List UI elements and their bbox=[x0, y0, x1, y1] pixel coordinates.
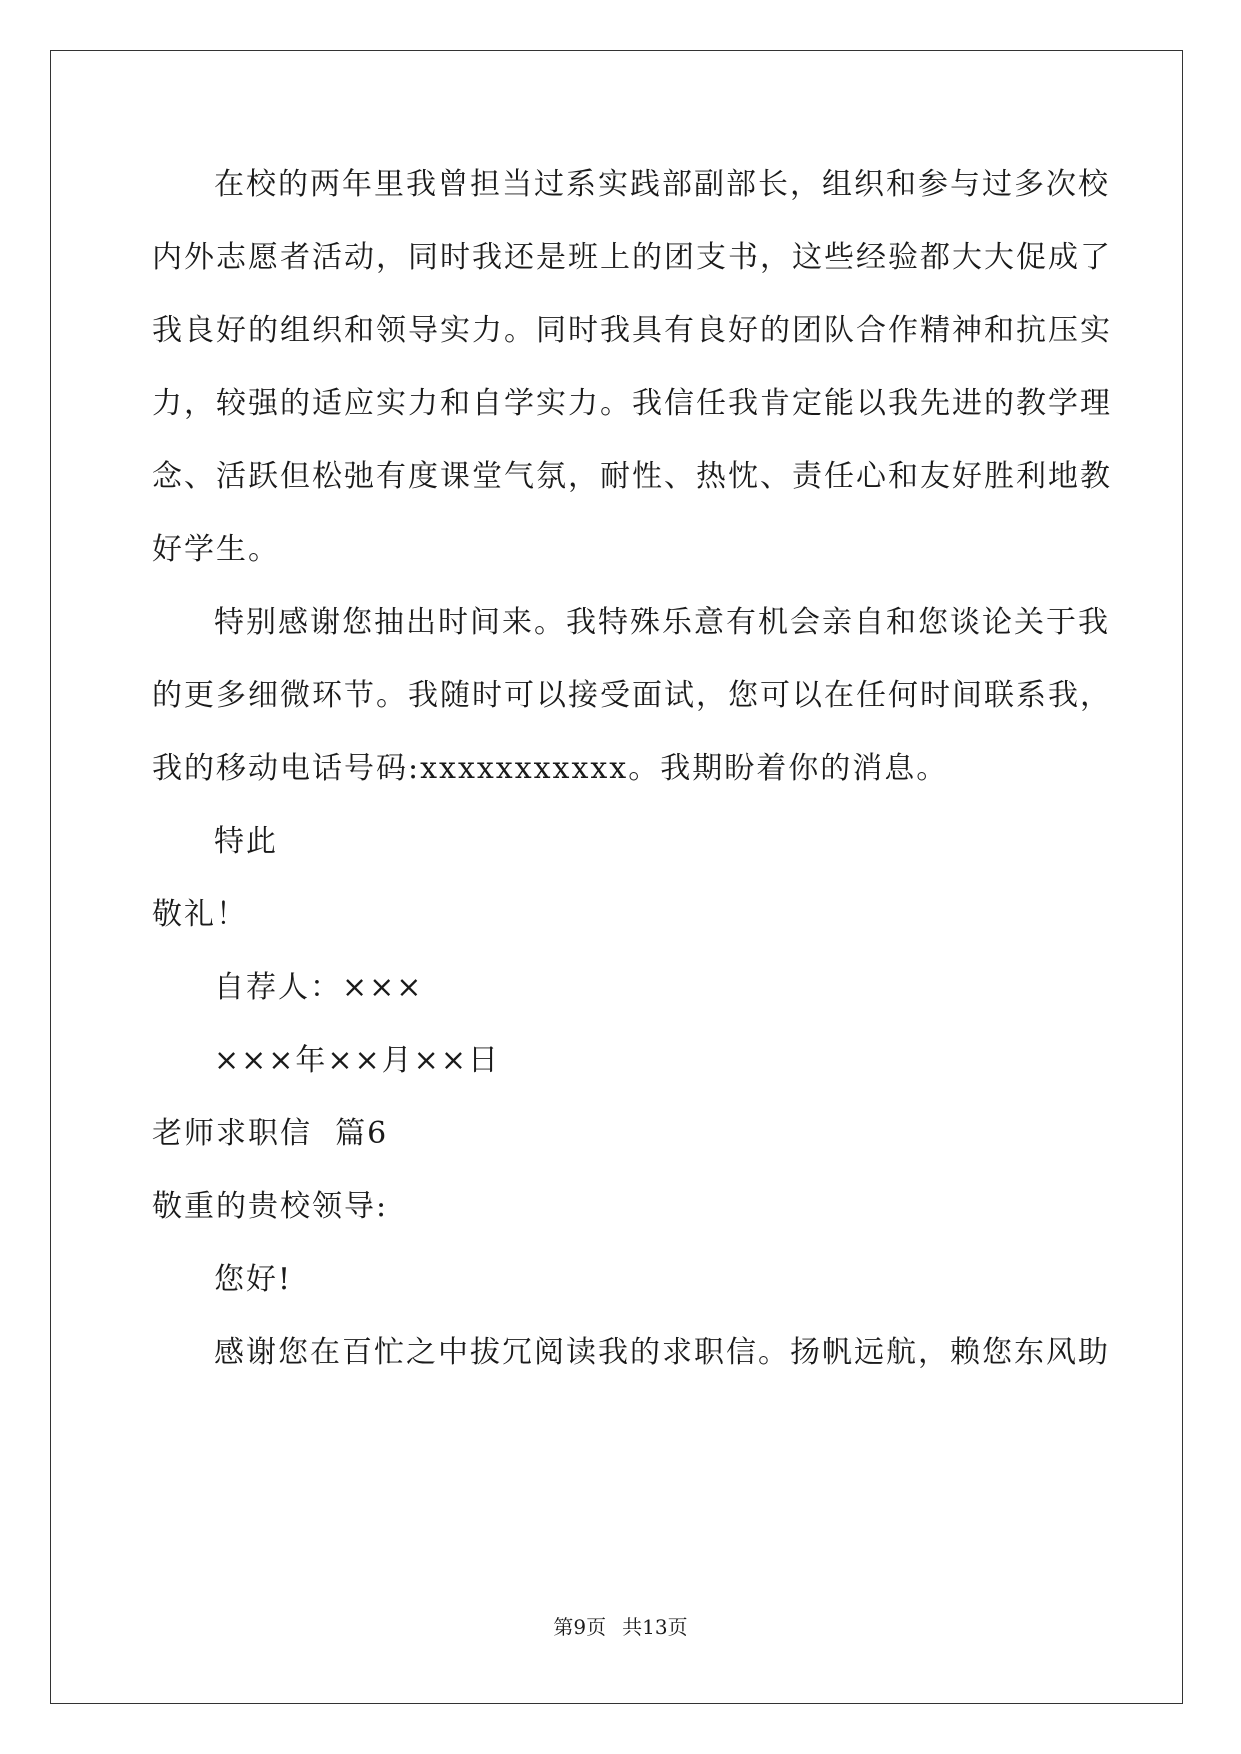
closing-jingli: 敬礼！ bbox=[152, 897, 248, 932]
page-total: 共13页 bbox=[622, 1615, 688, 1639]
salutation: 敬重的贵校领导: bbox=[152, 1189, 389, 1224]
page-footer bbox=[0, 1615, 1241, 1639]
page-number: 第9页 bbox=[553, 1615, 607, 1639]
greeting: 您好! bbox=[214, 1262, 293, 1297]
paragraph-line: 特别感谢您抽出时间来。我特殊乐意有机会亲自和您谈论关于我 bbox=[214, 605, 1110, 640]
paragraph-line: 好学生。 bbox=[152, 532, 280, 567]
paragraph-line: 我良好的组织和领导实力。同时我具有良好的团队合作精神和抗压实 bbox=[152, 313, 1112, 348]
paragraph-line: 感谢您在百忙之中拔冗阅读我的求职信。扬帆远航，赖您东风助 bbox=[214, 1335, 1110, 1370]
signer-line: 自荐人：××× bbox=[214, 970, 424, 1005]
paragraph-line: 我的移动电话号码:xxxxxxxxxxx。我期盼着你的消息。 bbox=[152, 751, 949, 786]
paragraph-line: 在校的两年里我曾担当过系实践部副部长，组织和参与过多次校 bbox=[214, 167, 1110, 202]
page-border bbox=[50, 50, 1183, 1704]
closing-tezhi: 特此 bbox=[214, 824, 278, 859]
paragraph-line: 力，较强的适应实力和自学实力。我信任我肯定能以我先进的教学理 bbox=[152, 386, 1112, 421]
paragraph-line: 念、活跃但松弛有度课堂气氛，耐性、热忱、责任心和友好胜利地教 bbox=[152, 459, 1112, 494]
date-line: ×××年××月××日 bbox=[214, 1043, 500, 1078]
paragraph-line: 的更多细微环节。我随时可以接受面试，您可以在任何时间联系我， bbox=[152, 678, 1112, 713]
paragraph-line: 内外志愿者活动，同时我还是班上的团支书，这些经验都大大促成了 bbox=[152, 240, 1112, 275]
section-title: 老师求职信 篇6 bbox=[152, 1116, 389, 1151]
